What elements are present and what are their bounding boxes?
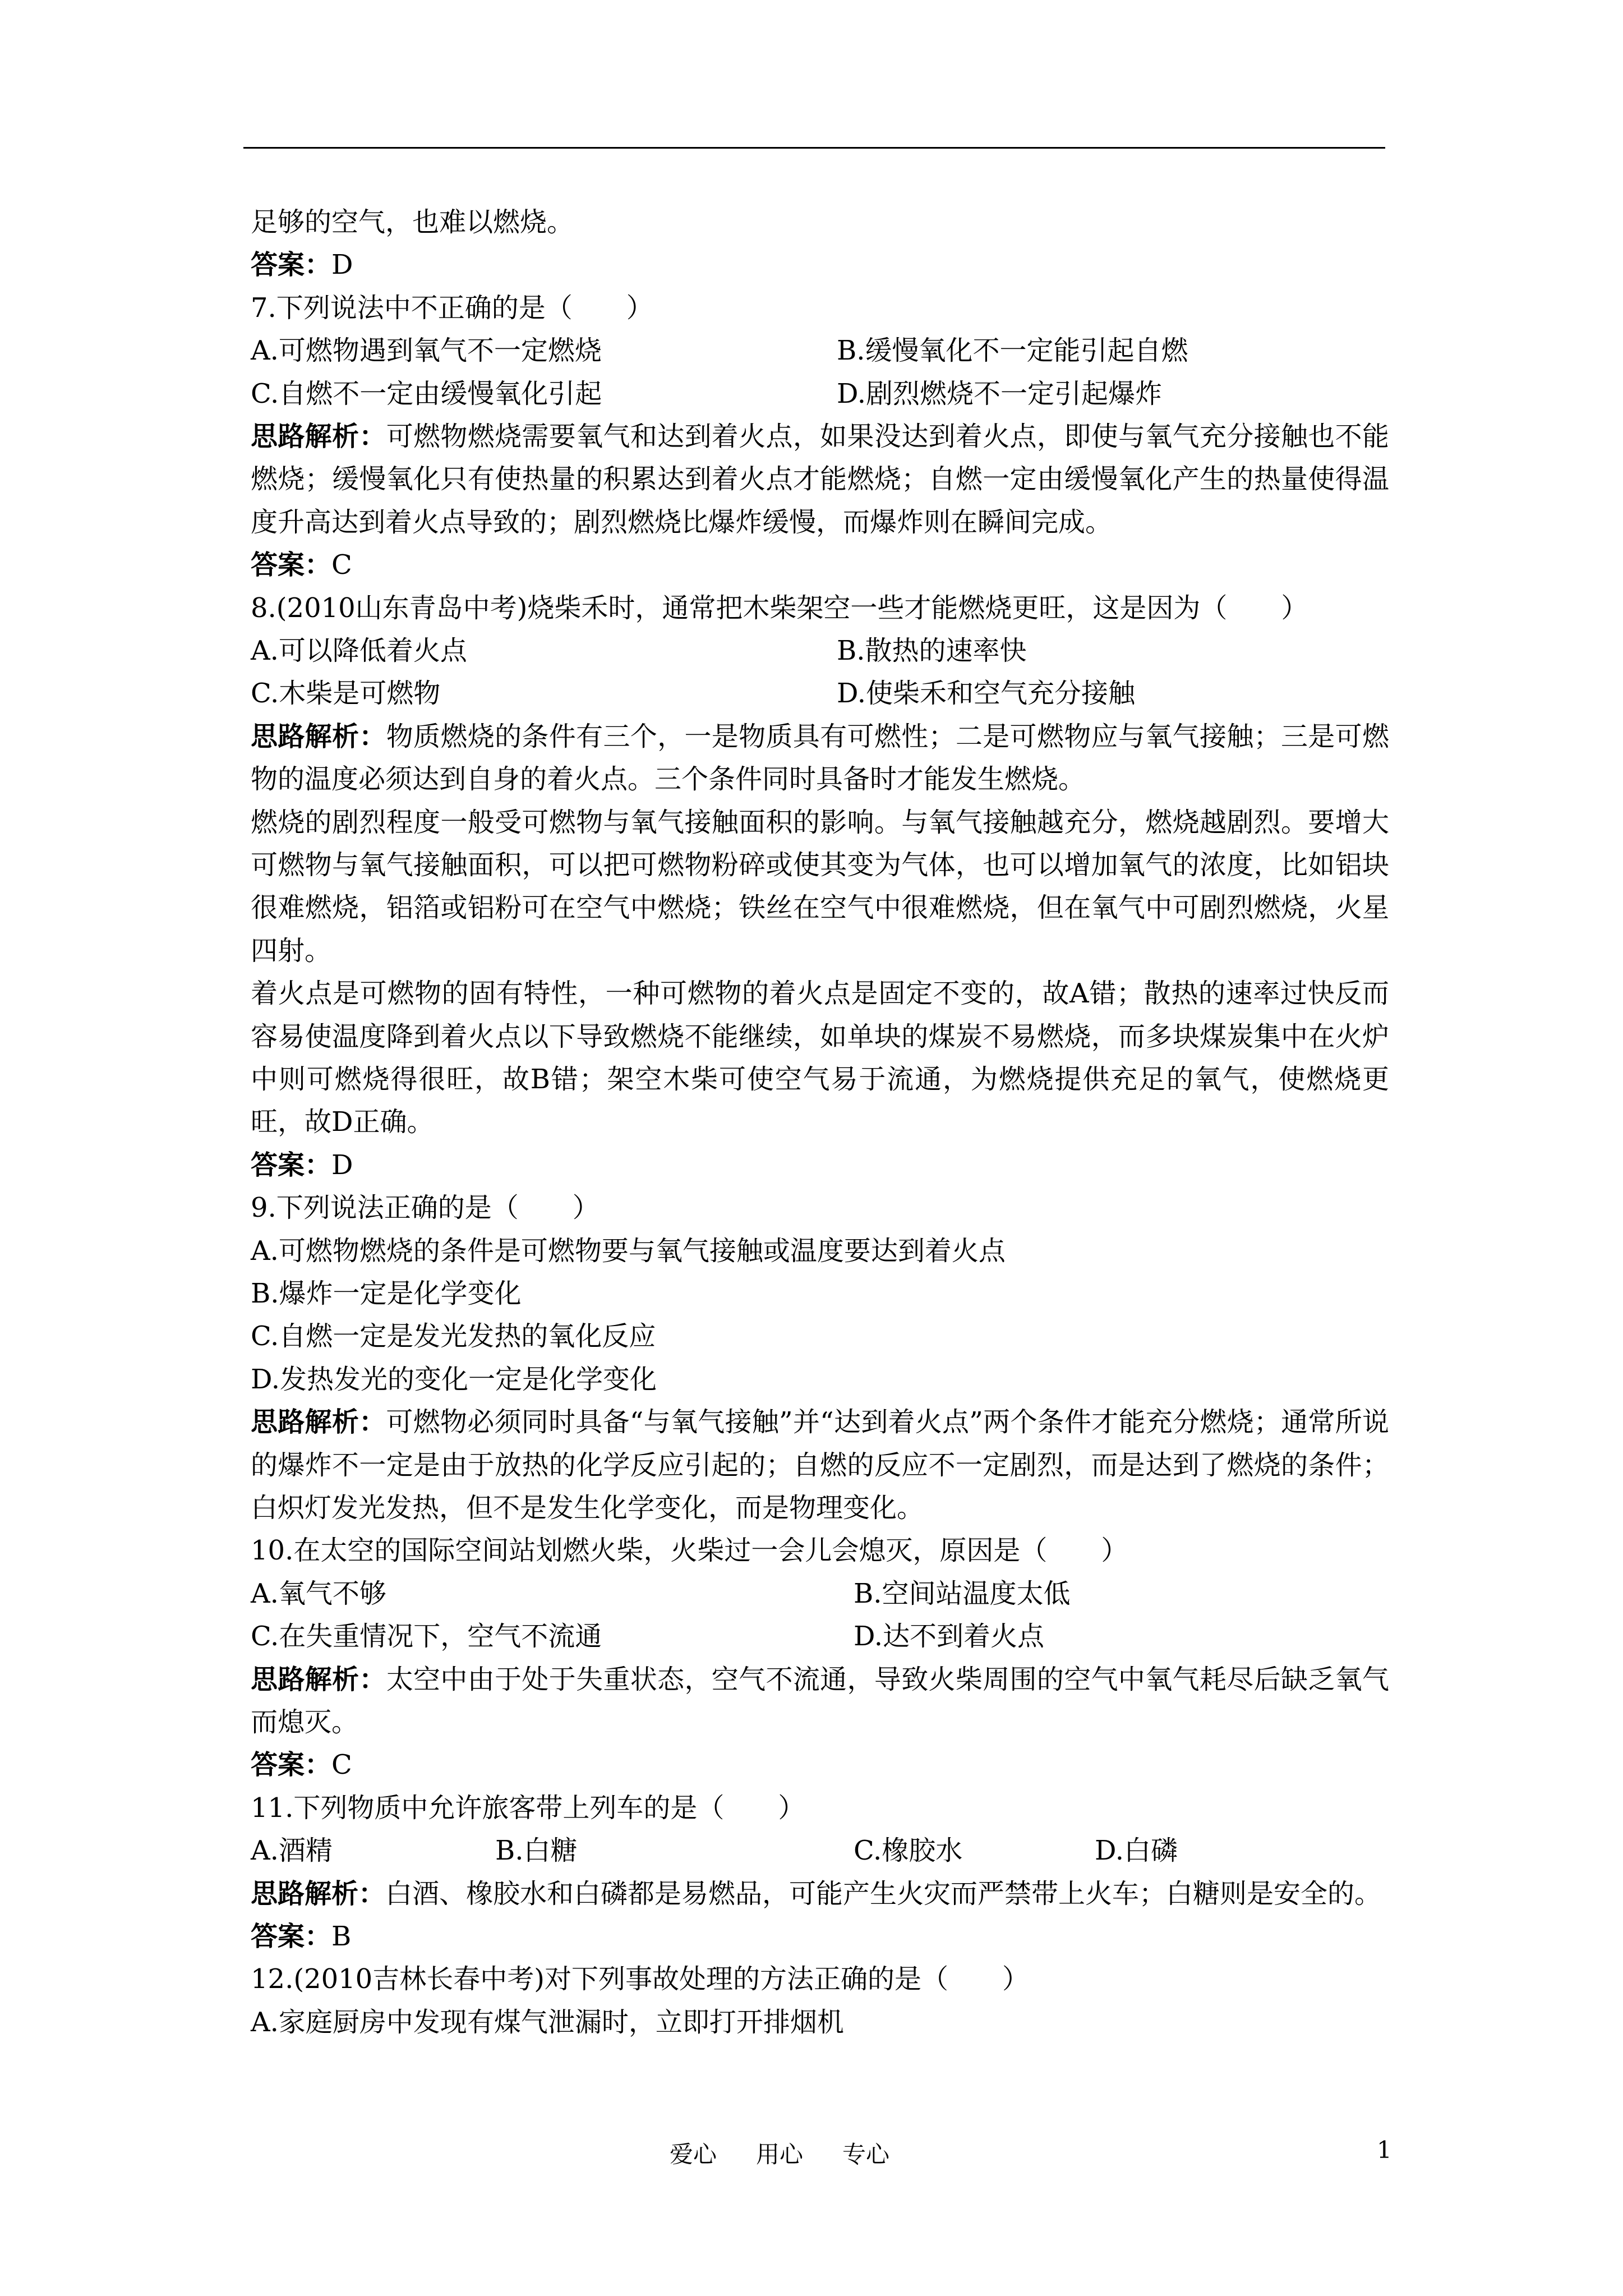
option-a: A.家庭厨房中发现有煤气泄漏时，立即打开排烟机 xyxy=(251,2006,844,2038)
option-b: B.空间站温度太低 xyxy=(854,1577,1071,1609)
analysis-10 xyxy=(251,1658,1389,1744)
answer-label: 答案： xyxy=(251,1749,332,1781)
analysis-label: 思路解析： xyxy=(251,720,386,752)
analysis-7 xyxy=(251,415,1389,544)
option-d: D.达不到着火点 xyxy=(854,1621,1045,1653)
question-12: 12.(2010吉林长春中考)对下列事故处理的方法正确的是（ ） xyxy=(251,1963,1029,1995)
q8-options-row1 xyxy=(251,629,1389,672)
option-d: D.使柴禾和空气充分接触 xyxy=(837,678,1136,710)
question-7: 7.下列说法中不正确的是（ ） xyxy=(251,292,653,324)
q11-options xyxy=(251,1829,1389,1872)
analysis-9 xyxy=(251,1401,1389,1529)
analysis-text: 物质燃烧的条件有三个，一是物质具有可燃性；二是可燃物应与氧气接触；三是可燃物的温度必须达到自身的着火点。三个条件同时具备时才能发生燃烧。 xyxy=(251,720,1389,795)
answer-label: 答案： xyxy=(251,1920,332,1952)
answer-value: C xyxy=(331,1749,352,1781)
answer-label: 答案： xyxy=(251,549,332,581)
analysis-text: 太空中由于处于失重状态，空气不流通，导致火柴周围的空气中氧气耗尽后缺乏氧气而熄灭。 xyxy=(251,1663,1389,1738)
option-c: C.在失重情况下，空气不流通 xyxy=(251,1621,602,1653)
analysis-8-para3: 着火点是可燃物的固有特性，一种可燃物的着火点是固定不变的，故A错；散热的速率过快反而容易使温度降到着火点以下导致燃烧不能继续，如单块的煤炭不易燃烧，而多块煤炭集中在火炉中则可燃烧得很旺，故B错；架空木柴可使空气易于流通，为燃烧提供充足的氧气，使燃烧更旺，故D正确。 xyxy=(251,978,1389,1138)
analysis-text: 可燃物必须同时具备“与氧气接触”并“达到着火点”两个条件才能充分燃烧；通常所说的爆炸不一定是由于放热的化学反应引起的；自燃的反应不一定剧烈，而是达到了燃烧的条件；白炽灯发光发热，但不是发生化学变化，而是物理变化。 xyxy=(251,1406,1389,1524)
analysis-text: 白酒、橡胶水和白磷都是易燃品，可能产生火灾而严禁带上火车；白糖则是安全的。 xyxy=(385,1878,1382,1910)
option-b: B.白糖 xyxy=(495,1835,578,1867)
question-9: 9.下列说法正确的是（ ） xyxy=(251,1192,600,1224)
analysis-text: 可燃物燃烧需要氧气和达到着火点，如果没达到着火点，即使与氧气充分接触也不能燃烧；缓慢氧化只有使热量的积累达到着火点才能燃烧；自燃一定由缓慢氧化产生的热量使得温度升高达到着火点导致的；剧烈燃烧比爆炸缓慢，而爆炸则在瞬间完成。 xyxy=(251,420,1389,538)
analysis-label: 思路解析： xyxy=(251,420,386,452)
page-number: 1 xyxy=(1377,2136,1392,2164)
option-b: B.散热的速率快 xyxy=(837,634,1027,666)
footer-word: 用心 xyxy=(756,2141,804,2168)
option-c: C.自燃不一定由缓慢氧化引起 xyxy=(251,378,602,409)
option-a: A.酒精 xyxy=(251,1835,333,1867)
header-rule xyxy=(243,147,1385,149)
analysis-label: 思路解析： xyxy=(251,1663,386,1695)
option-a: A.可燃物燃烧的条件是可燃物要与氧气接触或温度要达到着火点 xyxy=(251,1235,1006,1267)
answer-line xyxy=(251,1144,1389,1186)
option-c: C.木柴是可燃物 xyxy=(251,678,441,710)
option-a: A.氧气不够 xyxy=(251,1577,386,1609)
option-a: A.可以降低着火点 xyxy=(251,634,467,666)
answer-line xyxy=(251,243,1389,286)
answer-value: D xyxy=(331,1149,353,1181)
q10-options-row1 xyxy=(251,1572,1389,1615)
document-body xyxy=(251,201,1389,2044)
answer-line xyxy=(251,1915,1389,1958)
option-d: D.发热发光的变化一定是化学变化 xyxy=(251,1363,657,1395)
footer-word: 专心 xyxy=(842,2141,890,2168)
analysis-8-para2: 燃烧的剧烈程度一般受可燃物与氧气接触面积的影响。与氧气接触越充分，燃烧越剧烈。要增大可燃物与氧气接触面积，可以把可燃物粉碎或使其变为气体，也可以增加氧气的浓度，比如铝块很难燃烧，铝箔或铝粉可在空气中燃烧；铁丝在空气中很难燃烧，但在氧气中可剧烈燃烧，火星四射。 xyxy=(251,806,1389,967)
answer-line xyxy=(251,544,1389,586)
answer-value: B xyxy=(331,1920,352,1952)
option-c: C.自燃一定是发光发热的氧化反应 xyxy=(251,1320,656,1352)
answer-label: 答案： xyxy=(251,1149,332,1181)
option-c: C.橡胶水 xyxy=(854,1835,963,1867)
q8-options-row2 xyxy=(251,672,1389,715)
answer-value: C xyxy=(331,549,352,581)
text-line: 足够的空气，也难以燃烧。 xyxy=(251,206,574,238)
q7-options-row1 xyxy=(251,329,1389,372)
option-b: B.缓慢氧化不一定能引起自燃 xyxy=(837,335,1188,367)
option-a: A.可燃物遇到氧气不一定燃烧 xyxy=(251,335,602,367)
analysis-11 xyxy=(251,1872,1389,1915)
analysis-8 xyxy=(251,715,1389,801)
footer-motto xyxy=(670,2136,929,2170)
answer-value: D xyxy=(331,249,353,281)
question-8: 8.(2010山东青岛中考)烧柴禾时，通常把木柴架空一些才能燃烧更旺，这是因为（ ） xyxy=(251,592,1308,624)
q7-options-row2 xyxy=(251,372,1389,415)
answer-label: 答案： xyxy=(251,249,332,281)
option-d: D.白磷 xyxy=(1095,1835,1178,1867)
option-d: D.剧烈燃烧不一定引起爆炸 xyxy=(837,378,1163,409)
footer-word: 爱心 xyxy=(670,2141,717,2168)
question-10: 10.在太空的国际空间站划燃火柴，火柴过一会儿会熄灭，原因是（ ） xyxy=(251,1535,1128,1567)
analysis-label: 思路解析： xyxy=(251,1406,386,1438)
q10-options-row2 xyxy=(251,1615,1389,1658)
option-b: B.爆炸一定是化学变化 xyxy=(251,1277,522,1309)
analysis-label: 思路解析： xyxy=(251,1878,386,1910)
question-11: 11.下列物质中允许旅客带上列车的是（ ） xyxy=(251,1792,805,1824)
answer-line xyxy=(251,1743,1389,1786)
